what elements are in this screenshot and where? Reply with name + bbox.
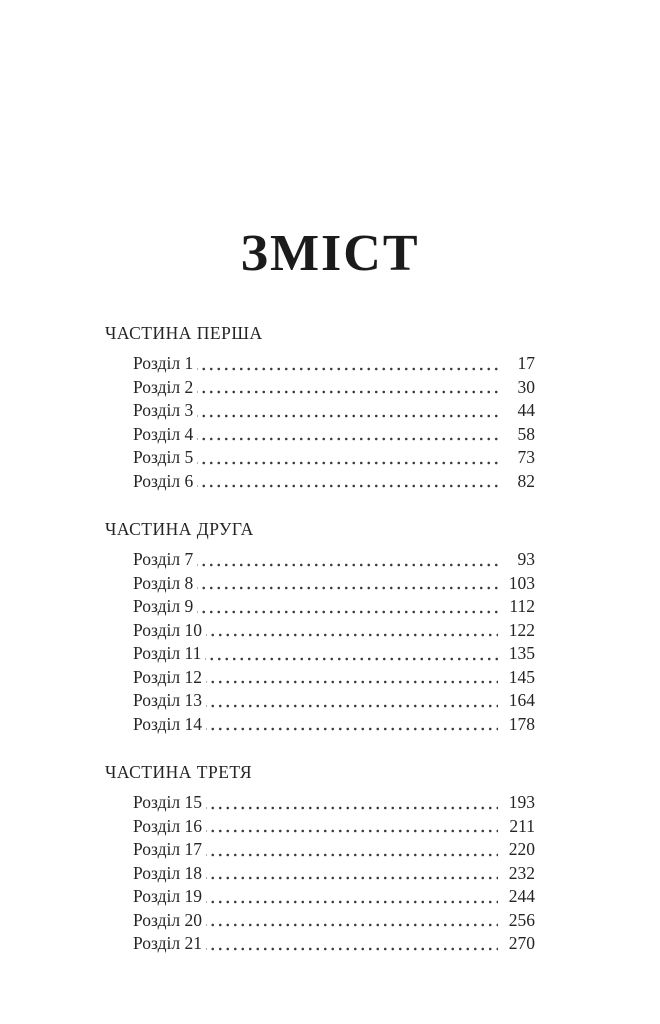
dot-leader — [197, 423, 498, 447]
dot-leader — [197, 595, 498, 619]
page-number: 232 — [508, 862, 535, 883]
dot-leader — [206, 713, 498, 737]
page-number: 17 — [517, 353, 535, 373]
toc-entry — [105, 838, 535, 862]
chapter-label: Розділ 11 — [133, 643, 202, 663]
page-number: 30 — [517, 376, 535, 397]
toc-section-part-one — [105, 322, 535, 493]
section-heading: ЧАСТИНА ДРУГА — [105, 519, 254, 539]
chapter-label: Розділ 13 — [133, 690, 203, 710]
section-heading: ЧАСТИНА ТРЕТЯ — [105, 762, 253, 782]
dot-leader — [206, 838, 498, 862]
chapter-label: Розділ 9 — [133, 596, 194, 616]
dot-leader — [197, 548, 498, 572]
dot-leader — [206, 791, 498, 815]
toc-entry — [105, 713, 535, 737]
dot-leader — [205, 642, 498, 666]
page-number: 256 — [508, 909, 535, 930]
chapter-label: Розділ 3 — [133, 400, 194, 420]
chapter-label: Розділ 7 — [133, 549, 194, 569]
dot-leader — [206, 666, 498, 690]
toc-entry — [105, 446, 535, 470]
page-number: 211 — [509, 815, 535, 836]
chapter-label: Розділ 8 — [133, 572, 194, 593]
toc-entry — [105, 619, 535, 643]
chapter-label: Розділ 18 — [133, 862, 203, 883]
chapter-label: Розділ 14 — [133, 713, 203, 734]
page-number: 44 — [517, 400, 535, 420]
toc-entry — [105, 791, 535, 815]
chapter-label: Розділ 6 — [133, 470, 194, 491]
toc-entry — [105, 423, 535, 447]
chapter-label: Розділ 17 — [133, 839, 203, 859]
chapter-label: Розділ 20 — [133, 909, 203, 930]
dot-leader — [206, 689, 498, 713]
chapter-label: Розділ 12 — [133, 666, 203, 687]
page-number: 178 — [508, 713, 535, 734]
dot-leader — [197, 352, 498, 376]
toc-entry — [105, 399, 535, 423]
toc-entry — [105, 595, 535, 619]
page-number: 82 — [517, 470, 535, 491]
page-number: 164 — [508, 690, 535, 710]
toc-entry — [105, 572, 535, 596]
chapter-label: Розділ 4 — [133, 423, 194, 444]
dot-leader — [206, 909, 498, 933]
toc-entry — [105, 352, 535, 376]
dot-leader — [206, 619, 498, 643]
page-number: 122 — [508, 619, 535, 640]
chapter-label: Розділ 19 — [133, 886, 203, 906]
page-number: 220 — [508, 839, 535, 859]
page-number: 58 — [517, 423, 535, 444]
toc-section-part-two — [105, 518, 535, 736]
toc-entry — [105, 932, 535, 956]
toc-entry — [105, 862, 535, 886]
section-heading: ЧАСТИНА ПЕРША — [105, 323, 263, 343]
chapter-label: Розділ 1 — [133, 353, 194, 373]
dot-leader — [197, 446, 498, 470]
chapter-label: Розділ 16 — [133, 815, 203, 836]
table-of-contents — [0, 322, 660, 956]
chapter-label: Розділ 10 — [133, 619, 203, 640]
toc-entry — [105, 666, 535, 690]
toc-section-part-three — [105, 761, 535, 956]
toc-entry — [105, 885, 535, 909]
toc-entry — [105, 470, 535, 494]
dot-leader — [197, 572, 498, 596]
page-number: 103 — [508, 572, 535, 593]
chapter-label: Розділ 15 — [133, 792, 203, 812]
dot-leader — [206, 862, 498, 886]
dot-leader — [197, 376, 498, 400]
toc-entry — [105, 909, 535, 933]
dot-leader — [197, 399, 498, 423]
page-number: 193 — [508, 792, 535, 812]
page-number: 135 — [508, 643, 535, 663]
dot-leader — [206, 885, 498, 909]
toc-entry — [105, 815, 535, 839]
chapter-label: Розділ 2 — [133, 376, 194, 397]
chapter-label: Розділ 5 — [133, 447, 194, 467]
toc-entry — [105, 689, 535, 713]
page-number: 244 — [508, 886, 535, 906]
page-title: ЗМІСТ — [240, 225, 420, 282]
dot-leader — [206, 815, 498, 839]
chapter-label: Розділ 21 — [133, 933, 203, 953]
page-number: 145 — [508, 666, 535, 687]
dot-leader — [197, 470, 498, 494]
toc-entry — [105, 376, 535, 400]
page-number: 93 — [517, 549, 535, 569]
toc-entry — [105, 642, 535, 666]
toc-entry — [105, 548, 535, 572]
page-number: 112 — [509, 596, 535, 616]
page-number: 73 — [517, 447, 535, 467]
page-number: 270 — [508, 933, 535, 953]
dot-leader — [206, 932, 498, 956]
